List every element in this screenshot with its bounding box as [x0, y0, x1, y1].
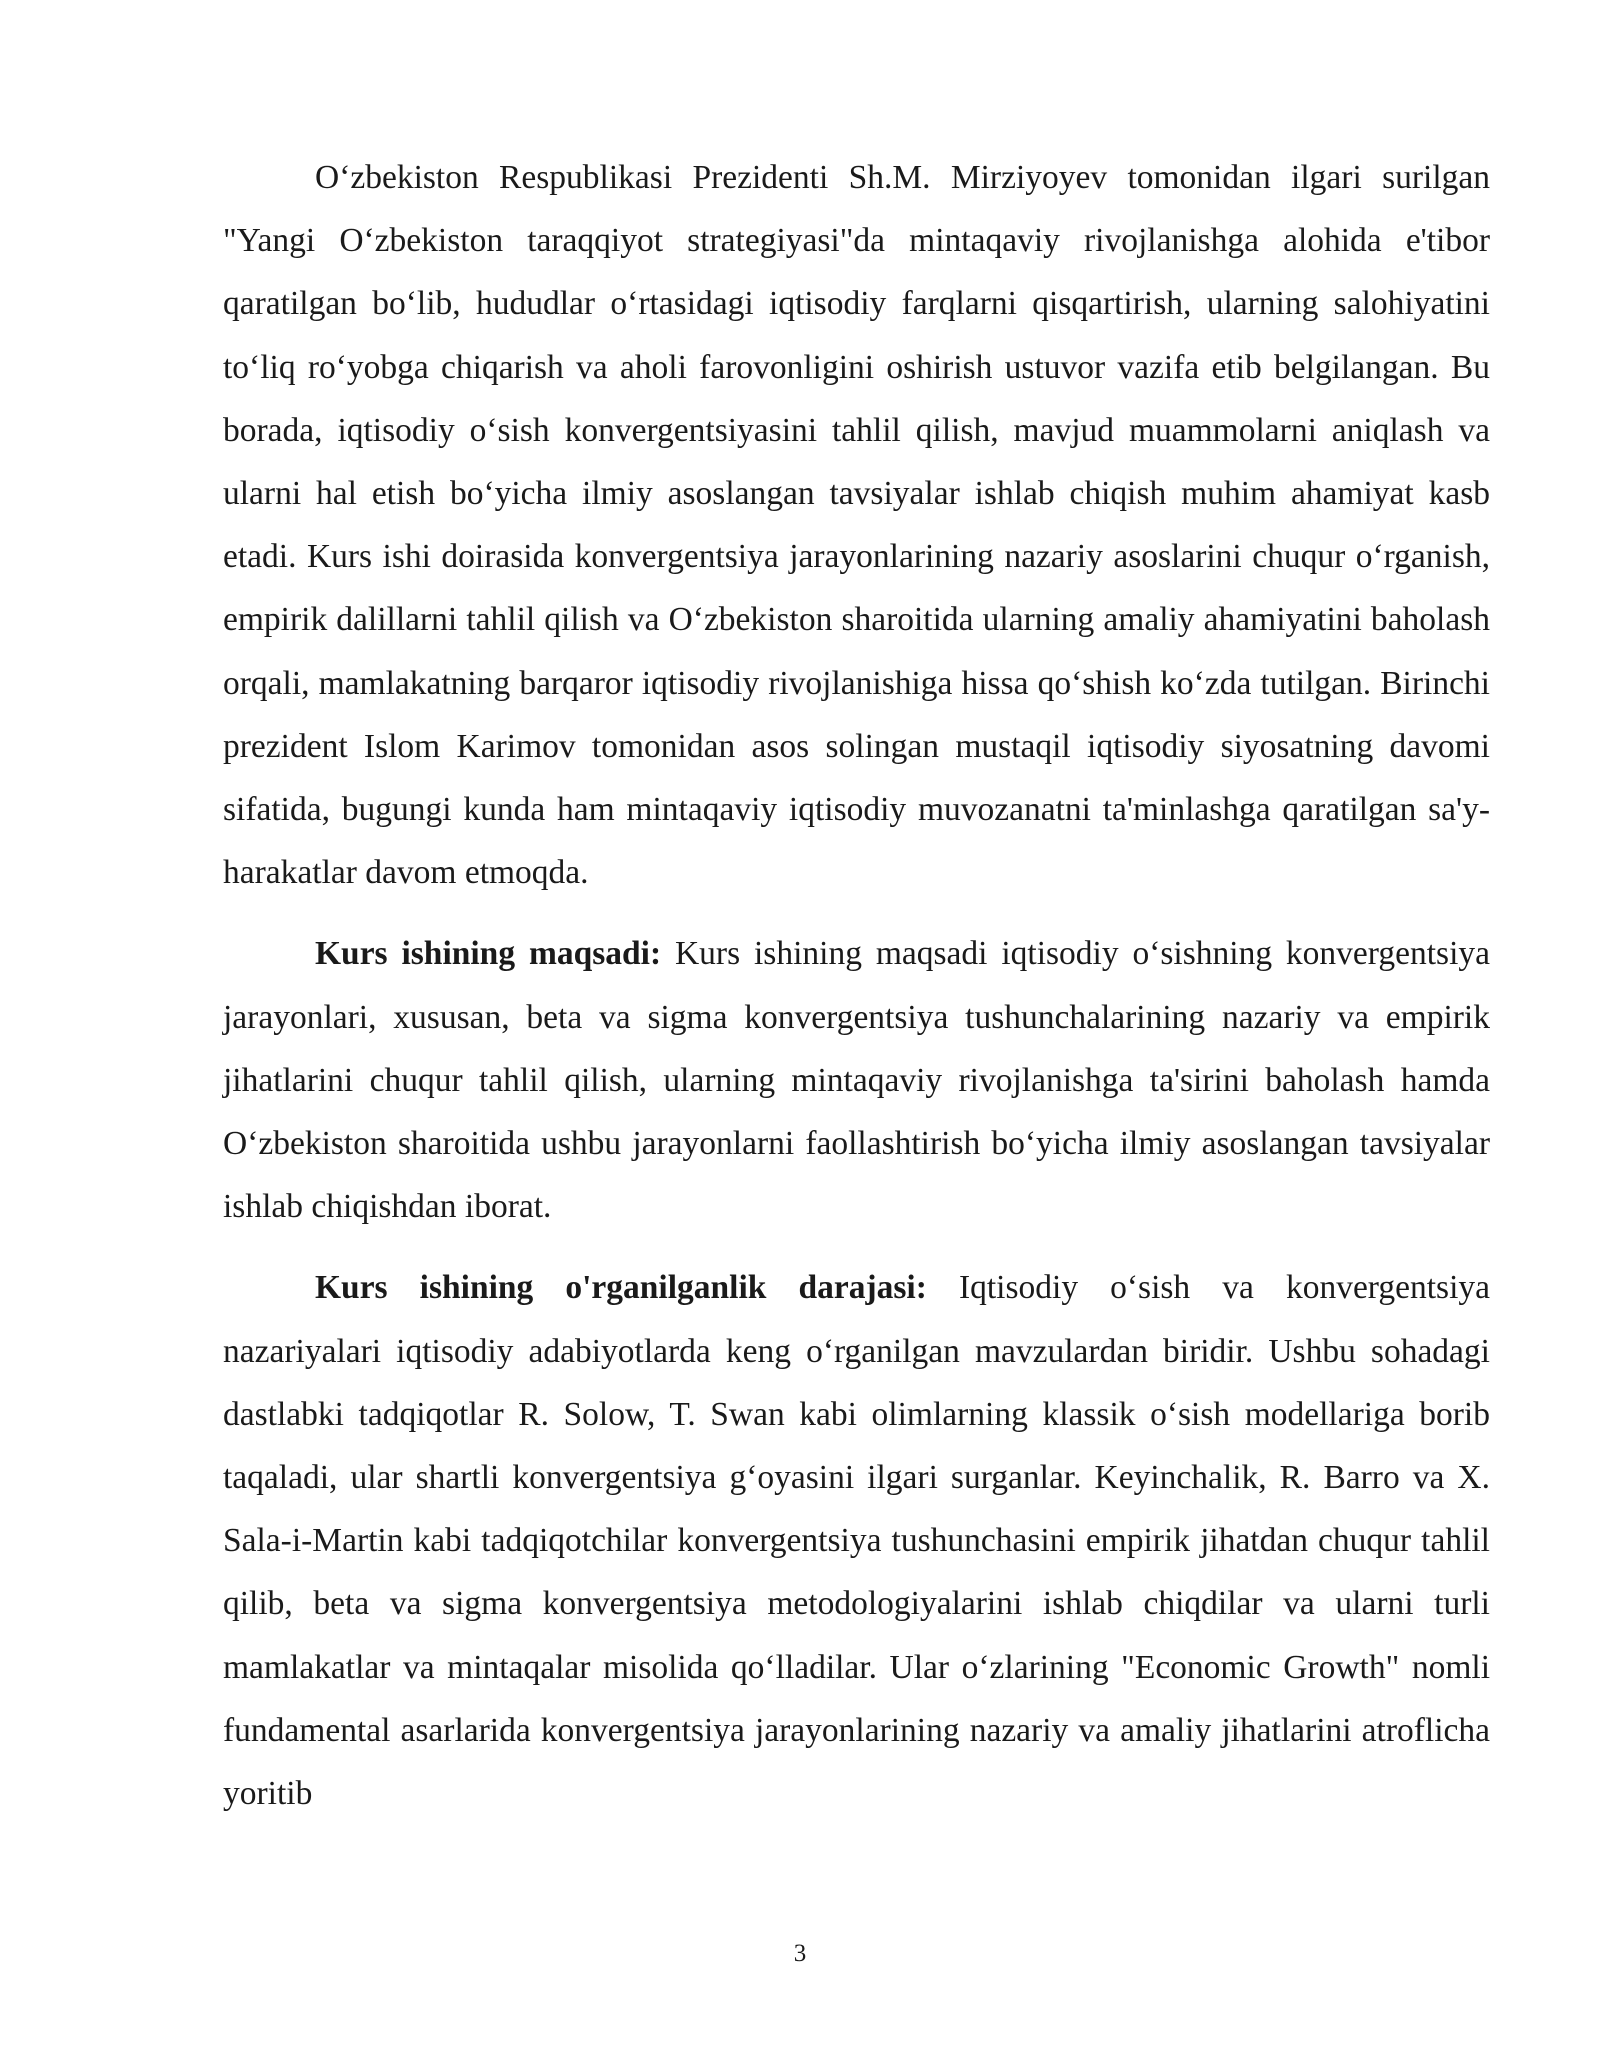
- study-level-paragraph-text: Iqtisodiy o‘sish va konvergentsiya nazariyalari iqtisodiy adabiyotlarda keng o‘rganilgan mavzulardan biridir. Ushbu sohadagi dastlabki tadqiqotlar R. Solow, T. Swan kabi olimlarning klassik o‘sish modellariga borib taqaladi, ular shartli konvergentsiya g‘oyasini ilgari surganlar. Keyinchalik, R. Barro va X. Sala-i-Martin kabi tadqiqotchilar konvergentsiya tushunchasini empirik jihatdan chuqur tahlil qilib, beta va sigma konvergentsiya metodologiyalarini ishlab chiqdilar va ularni turli mamlakatlar va mintaqalar misolida qo‘lladilar. Ular o‘zlarining "Economic Growth" nomli fundamental asarlarida konvergentsiya jarayonlarining nazariy va amaliy jihatlarini atroflicha yoritib: [223, 1269, 1490, 1813]
- purpose-paragraph-text: Kurs ishining maqsadi iqtisodiy o‘sishning konvergentsiya jarayonlari, xususan, beta va sigma konvergentsiya tushunchalarining nazariy va empirik jihatlarini chuqur tahlil qilish, ularning mintaqaviy rivojlanishga ta'sirini baholash hamda O‘zbekiston sharoitida ushbu jarayonlarni faollashtirish bo‘yicha ilmiy asoslangan tavsiyalar ishlab chiqishdan iborat.: [223, 935, 1490, 1226]
- intro-paragraph: [223, 146, 1490, 904]
- purpose-paragraph: [223, 922, 1490, 1238]
- document-body: [223, 146, 1490, 1843]
- study-level-heading: Kurs ishining o'rganilganlik darajasi:: [315, 1269, 927, 1307]
- study-level-paragraph: [223, 1256, 1490, 1825]
- intro-paragraph-text: O‘zbekiston Respublikasi Prezidenti Sh.M. Mirziyoyev tomonidan ilgari surilgan "Yangi O‘zbekiston taraqqiyot strategiyasi"da mintaqaviy rivojlanishga alohida e'tibor qaratilgan bo‘lib, hududlar o‘rtasidagi iqtisodiy farqlarni qisqartirish, ularning salohiyatini to‘liq ro‘yobga chiqarish va aholi farovonligini oshirish ustuvor vazifa etib belgilangan. Bu borada, iqtisodiy o‘sish konvergentsiyasini tahlil qilish, mavjud muammolarni aniqlash va ularni hal etish bo‘yicha ilmiy asoslangan tavsiyalar ishlab chiqish muhim ahamiyat kasb etadi. Kurs ishi doirasida konvergentsiya jarayonlarining nazariy asoslarini chuqur o‘rganish, empirik dalillarni tahlil qilish va O‘zbekiston sharoitida ularning amaliy ahamiyatini baholash orqali, mamlakatning barqaror iqtisodiy rivojlanishiga hissa qo‘shish ko‘zda tutilgan. Birinchi prezident Islom Karimov tomonidan asos solingan mustaqil iqtisodiy siyosatning davomi sifatida, bugungi kunda ham mintaqaviy iqtisodiy muvozanatni ta'minlashga qaratilgan sa'y-harakatlar davom etmoqda.: [223, 159, 1490, 892]
- page-number: 3: [793, 1940, 807, 1967]
- purpose-heading: Kurs ishining maqsadi:: [315, 935, 662, 973]
